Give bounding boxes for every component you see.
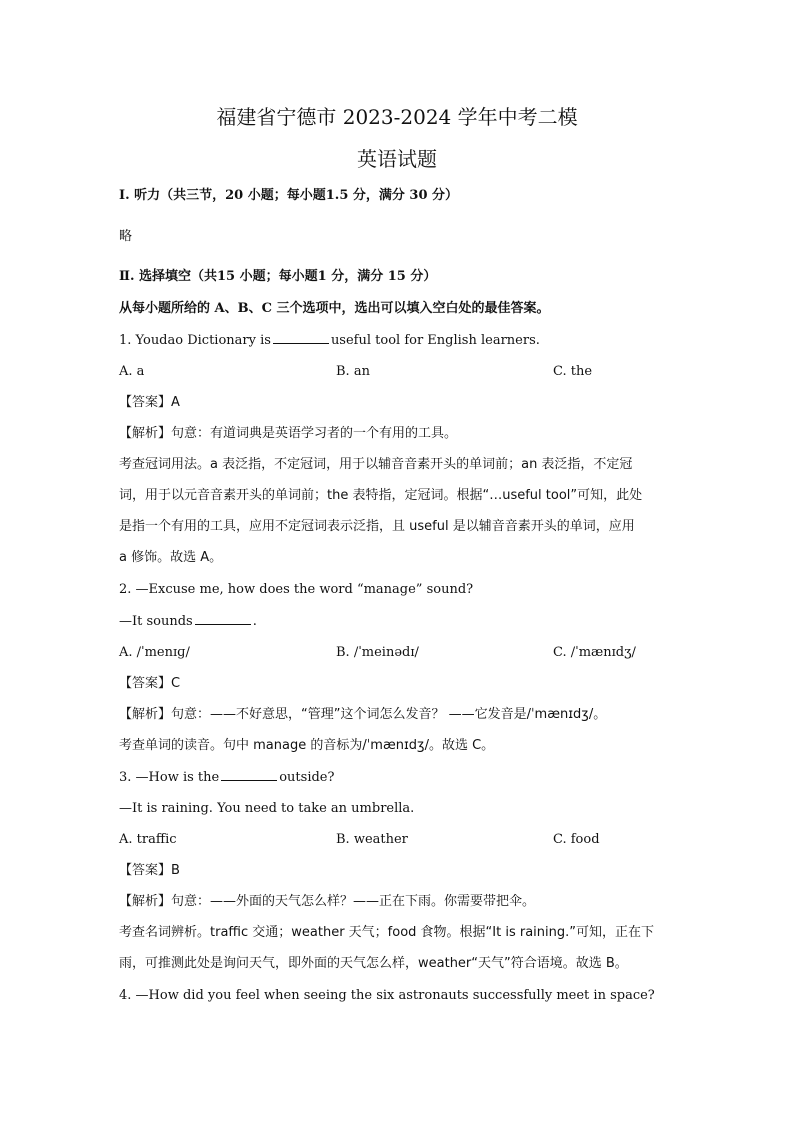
q3-answer: 【答案】B xyxy=(119,863,180,878)
page-subtitle: 英语试题 xyxy=(357,147,437,171)
q2-answer: 【答案】C xyxy=(119,676,181,691)
q3-explanation-2: 考查名词辨析。traffic 交通；weather 天气；food 食物。根据“It is raining.”可知，正在下 xyxy=(119,925,654,940)
q2-explanation-2: 考查单词的读音。句中 manage 的音标为/ˈmænɪdʒ/。故选 C。 xyxy=(119,738,495,753)
q2-option-a: A. /ˈmenɪɡ/ xyxy=(119,645,190,660)
q3-stem-2: —It is raining. You need to take an umbrella. xyxy=(119,801,415,816)
q1-option-b: B. an xyxy=(336,364,370,379)
q3-stem-end: outside? xyxy=(279,770,335,785)
q2-explanation-1: 【解析】句意：——不好意思，“管理”这个词怎么发音？ ——它发音是/ˈmænɪdʒ/。 xyxy=(119,707,607,722)
q3-option-c: C. food xyxy=(553,832,600,847)
q3-option-b: B. weather xyxy=(336,832,408,847)
q1-explanation-4: 是指一个有用的工具，应用不定冠词表示泛指，且 useful 是以辅音音素开头的单词，应用 xyxy=(119,519,635,534)
q2-option-b: B. /ˈmeinədɪ/ xyxy=(336,645,419,660)
q3-stem-1 xyxy=(119,768,334,787)
q3-blank xyxy=(221,768,277,781)
section2-heading: Ⅱ. 选择填空（共15 小题；每小题1 分，满分 15 分） xyxy=(119,269,437,284)
q2-stem-2 xyxy=(119,612,257,631)
q3-stem-start: 3. —How is the xyxy=(119,770,220,785)
q3-explanation-1: 【解析】句意：——外面的天气怎么样？——正在下雨。你需要带把伞。 xyxy=(119,894,536,909)
q1-stem-start: 1. Youdao Dictionary is xyxy=(119,333,271,348)
q1-stem-end: useful tool for English learners. xyxy=(330,333,540,348)
q1-option-a: A. a xyxy=(119,364,145,379)
q1-answer: 【答案】A xyxy=(119,395,180,410)
q3-explanation-3: 雨，可推测此处是询问天气，即外面的天气怎么样，weather“天气”符合语境。故选 B。 xyxy=(119,956,628,971)
q2-stem-end: . xyxy=(252,614,257,629)
q1-option-c: C. the xyxy=(553,364,593,379)
page-title: 福建省宁德市 2023-2024 学年中考二模 xyxy=(216,105,578,129)
q1-blank xyxy=(273,331,329,344)
section2-instruction: 从每小题所给的 A、B、C 三个选项中，选出可以填入空白处的最佳答案。 xyxy=(119,301,550,316)
q2-stem-start: —It sounds xyxy=(119,614,193,629)
section1-heading: Ⅰ. 听力（共三节，20 小题；每小题1.5 分，满分 30 分） xyxy=(119,188,459,203)
q1-explanation-1: 【解析】句意：有道词典是英语学习者的一个有用的工具。 xyxy=(119,426,458,441)
q3-option-a: A. traffic xyxy=(119,832,177,847)
section1-note: 略 xyxy=(119,229,133,244)
q1-stem xyxy=(119,331,540,350)
q2-stem-1: 2. —Excuse me, how does the word “manage” sound? xyxy=(119,582,474,597)
q2-blank xyxy=(195,612,251,625)
q2-option-c: C. /ˈmænɪdʒ/ xyxy=(553,645,636,660)
q4-stem-1: 4. —How did you feel when seeing the six astronauts successfully meet in space? xyxy=(119,988,655,1003)
q1-explanation-5: a 修饰。故选 A。 xyxy=(119,550,223,565)
q1-explanation-3: 词，用于以元音音素开头的单词前；the 表特指，定冠词。根据“…useful tool”可知，此处 xyxy=(119,488,643,503)
q1-explanation-2: 考查冠词用法。a 表泛指，不定冠词，用于以辅音音素开头的单词前；an 表泛指，不定冠 xyxy=(119,457,633,472)
